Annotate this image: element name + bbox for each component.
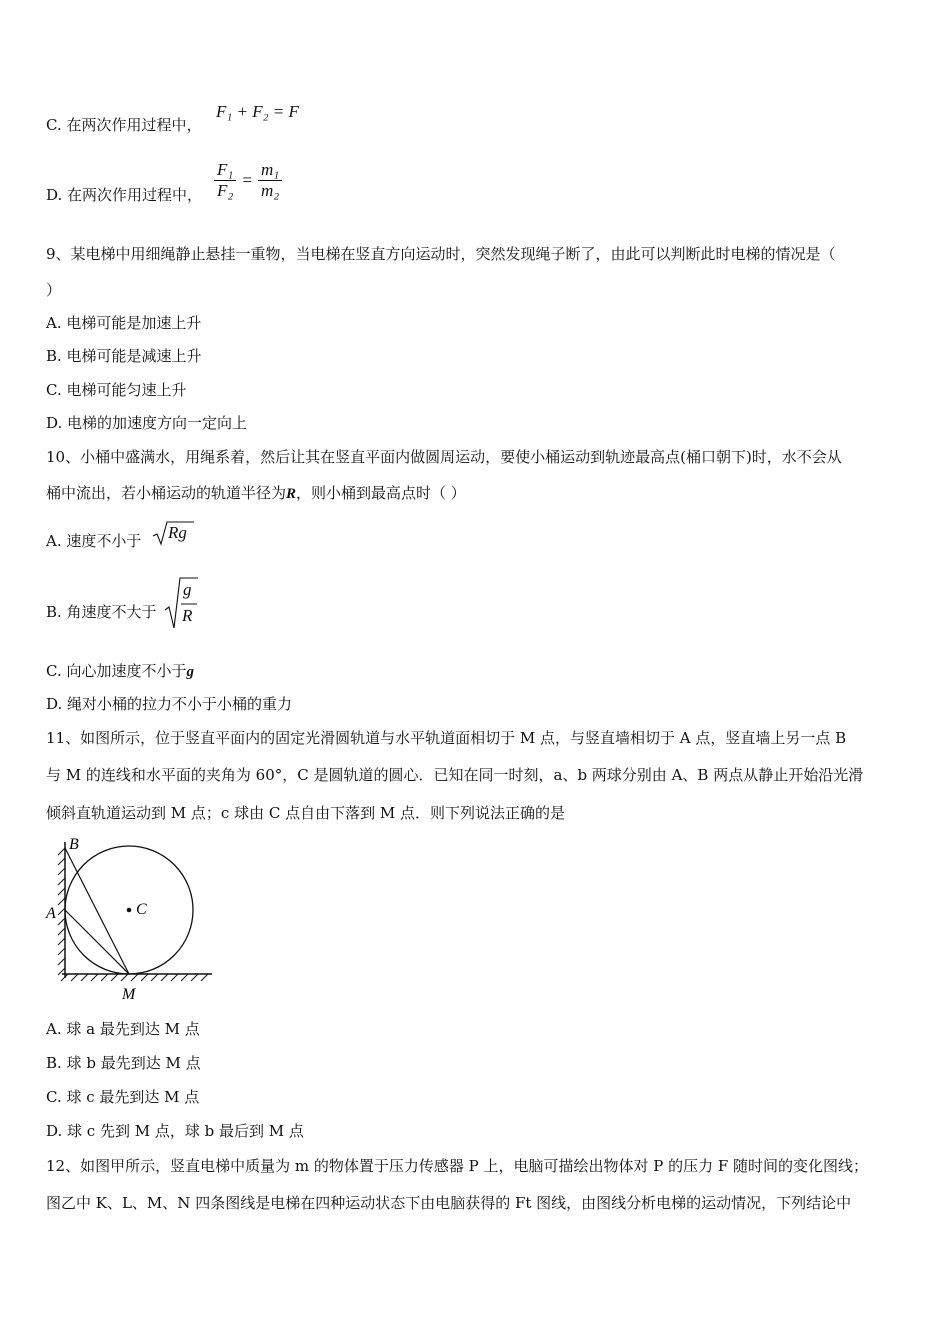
q10-stem-r: R [286,486,297,502]
q10-stem-line2 [46,483,466,504]
q8-frac-right-den: m₂ [260,181,280,200]
q10-option-c [46,661,194,682]
q11-stem-line1: 11、如图所示，位于竖直平面内的固定光滑圆轨道与水平轨道面相切于 M 点，与竖直墙相切于 A 点，竖直墙上另一点 B [46,729,847,747]
q10-stem-line1: 10、小桶中盛满水，用绳系着，然后让其在竖直平面内做圆周运动，要使小桶运动到轨迹最高点(桶口朝下)时，水不会从 [46,448,842,466]
floor-hatch [61,974,208,981]
q11-option-a: A. 球 a 最先到达 M 点 [46,1020,200,1038]
q10-option-b [46,602,157,622]
label-c: C [136,901,147,918]
q9-option-b: B. 电梯可能是减速上升 [46,347,202,365]
q10-option-a [46,531,141,551]
q8-frac-right-num: m₁ [258,160,282,181]
q9-stem-line2: ） [46,281,62,299]
q8-option-d [46,185,202,205]
q10-stem-part-b: ，则小桶到最高点时（ ） [296,484,466,502]
q9-option-d: D. 电梯的加速度方向一定向上 [46,414,248,432]
q12-stem-line1: 12、如图甲所示，竖直电梯中质量为 m 的物体置于压力传感器 P 上，电脑可描绘出物体对 P 的压力 F 随时间的变化图线； [46,1157,869,1175]
q8-frac-left-num: F₁ [214,160,236,181]
q8-frac-left-den: F₂ [217,181,234,200]
q9-option-a: A. 电梯可能是加速上升 [46,314,202,332]
chord-bm [65,848,129,974]
center-point [127,908,132,913]
q10-option-c-g: g [186,664,194,680]
q8-frac-right [258,160,282,201]
q11-diagram [44,834,220,1004]
q12-stem-line2: 图乙中 K、L、M、N 四条图线是电梯在四种运动状态下由电脑获得的 Ft 图线，由图线分析电梯的运动情况，下列结论中 [46,1194,852,1212]
q8-option-d-formula: $\frac{\text{F₁}}{\text{F₂}}$ = $\frac{\text{m₁}}{\text{m₂}}$ [214,160,282,201]
chord-am [65,910,129,974]
q8-option-d-text: D. 在两次作用过程中， [46,186,203,204]
q9-stem-line1: 9、某电梯中用细绳静止悬挂一重物，当电梯在竖直方向运动时，突然发现绳子断了，由此可以判断此时电梯的情况是（ [46,245,836,263]
label-m: M [122,986,136,1003]
q10-option-b-num: g [183,580,192,599]
q8-option-c-formula: F₁ + F₂ = F [216,102,299,121]
q10-option-c-text: C. 向心加速度不小于 [46,662,187,680]
q8-option-c-text: C. 在两次作用过程中， [46,116,202,134]
q11-stem-line3: 倾斜直轨道运动到 M 点；c 球由 C 点自由下落到 M 点．则下列说法正确的是 [46,804,565,822]
q8-frac-left [214,160,236,201]
wall-hatch [58,848,65,975]
sqrt-sign-icon [164,576,198,630]
label-b: B [69,836,79,853]
q10-option-b-text: B. 角速度不大于 [46,603,157,621]
q10-option-b-sqrt [164,576,198,630]
q11-figure [44,834,220,1004]
q11-stem-line2: 与 M 的连线和水平面的夹角为 60°，C 是圆轨道的圆心．已知在同一时刻，a、b 两球分别由 A、B 两点从静止开始沿光滑 [46,766,864,784]
q10-option-b-den: R [182,606,193,625]
q10-stem-part-a: 桶中流出，若小桶运动的轨道半径为 [46,484,287,502]
q10-option-d: D. 绳对小桶的拉力不小于小桶的重力 [46,695,293,713]
q10-option-a-radicand: Rg [168,523,187,542]
q11-option-b: B. 球 b 最先到达 M 点 [46,1054,201,1072]
label-a: A [46,905,56,922]
q8-option-c [46,115,201,135]
q11-option-d: D. 球 c 先到 M 点，球 b 最后到 M 点 [46,1122,304,1140]
q9-option-c: C. 电梯可能匀速上升 [46,381,187,399]
q10-option-a-text: A. 速度不小于 [46,532,142,550]
q11-option-c: C. 球 c 最先到达 M 点 [46,1088,200,1106]
